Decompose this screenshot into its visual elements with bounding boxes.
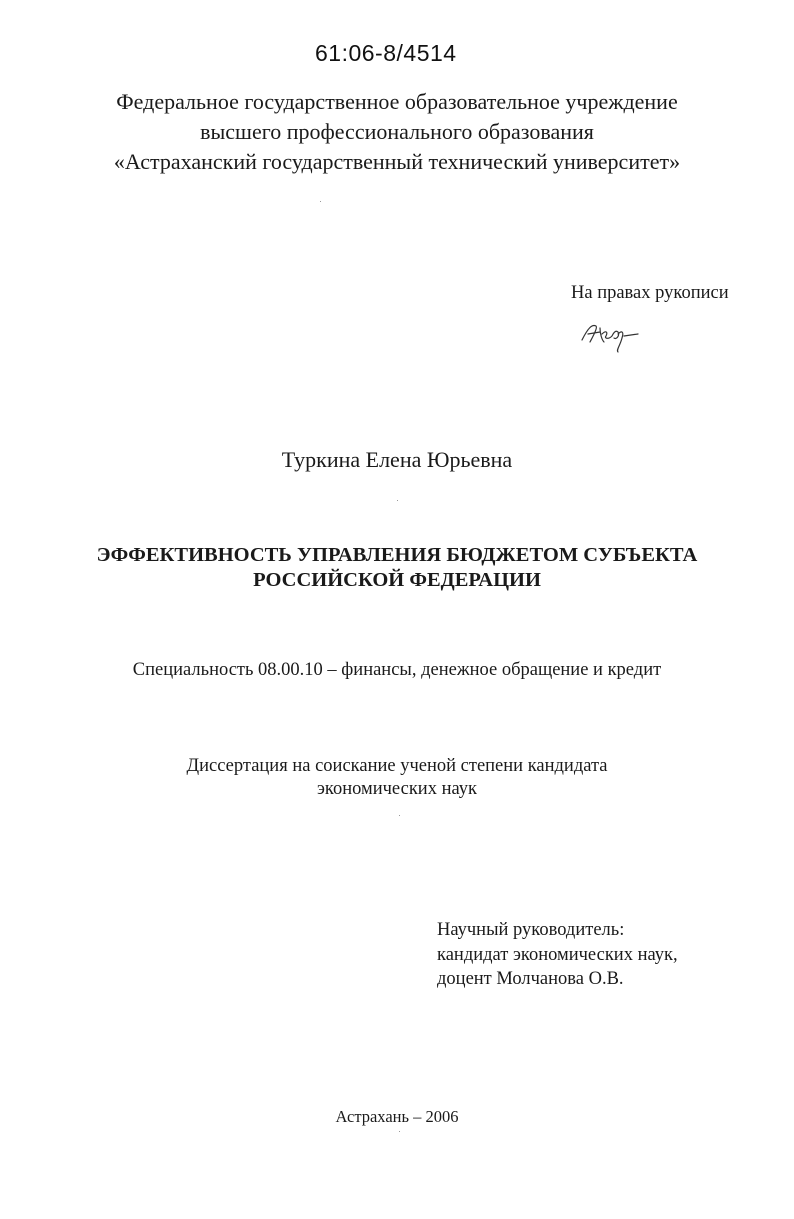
supervisor-label: Научный руководитель: <box>437 920 625 940</box>
dissertation-title <box>0 543 794 593</box>
institution-line-3: «Астраханский государственный технический университет» <box>113 149 681 174</box>
institution-block <box>0 87 794 177</box>
institution-line-2: высшего профессионального образования <box>200 119 594 144</box>
title-line-1: ЭФФЕКТИВНОСТЬ УПРАВЛЕНИЯ БЮДЖЕТОМ СУБЪЕКТА <box>96 544 698 566</box>
manuscript-rights: На правах рукописи <box>571 283 729 303</box>
city-year: Астрахань – 2006 <box>335 1107 459 1126</box>
signature-icon <box>578 318 642 354</box>
title-line-2: РОССИЙСКОЙ ФЕДЕРАЦИИ <box>253 569 541 591</box>
author-name: Туркина Елена Юрьевна <box>281 447 513 472</box>
supervisor-degree: кандидат экономических наук, <box>437 944 678 965</box>
degree-line-2: экономических наук <box>316 779 477 799</box>
scan-speck <box>399 815 400 816</box>
degree-line-1: Диссертация на соискание ученой степени кандидата <box>186 756 608 776</box>
institution-line-1: Федеральное государственное образовательное учреждение <box>116 89 678 114</box>
scan-speck <box>399 1131 400 1132</box>
supervisor-name: доцент Молчанова О.В. <box>437 969 624 989</box>
scan-speck <box>320 201 321 202</box>
catalog-stamp-number: 61:06-8/4514 <box>315 40 457 66</box>
dissertation-degree <box>0 755 794 801</box>
supervisor-block <box>437 918 678 992</box>
specialty-line: Специальность 08.00.10 – финансы, денежное обращение и кредит <box>132 660 662 680</box>
scan-speck <box>397 500 398 501</box>
